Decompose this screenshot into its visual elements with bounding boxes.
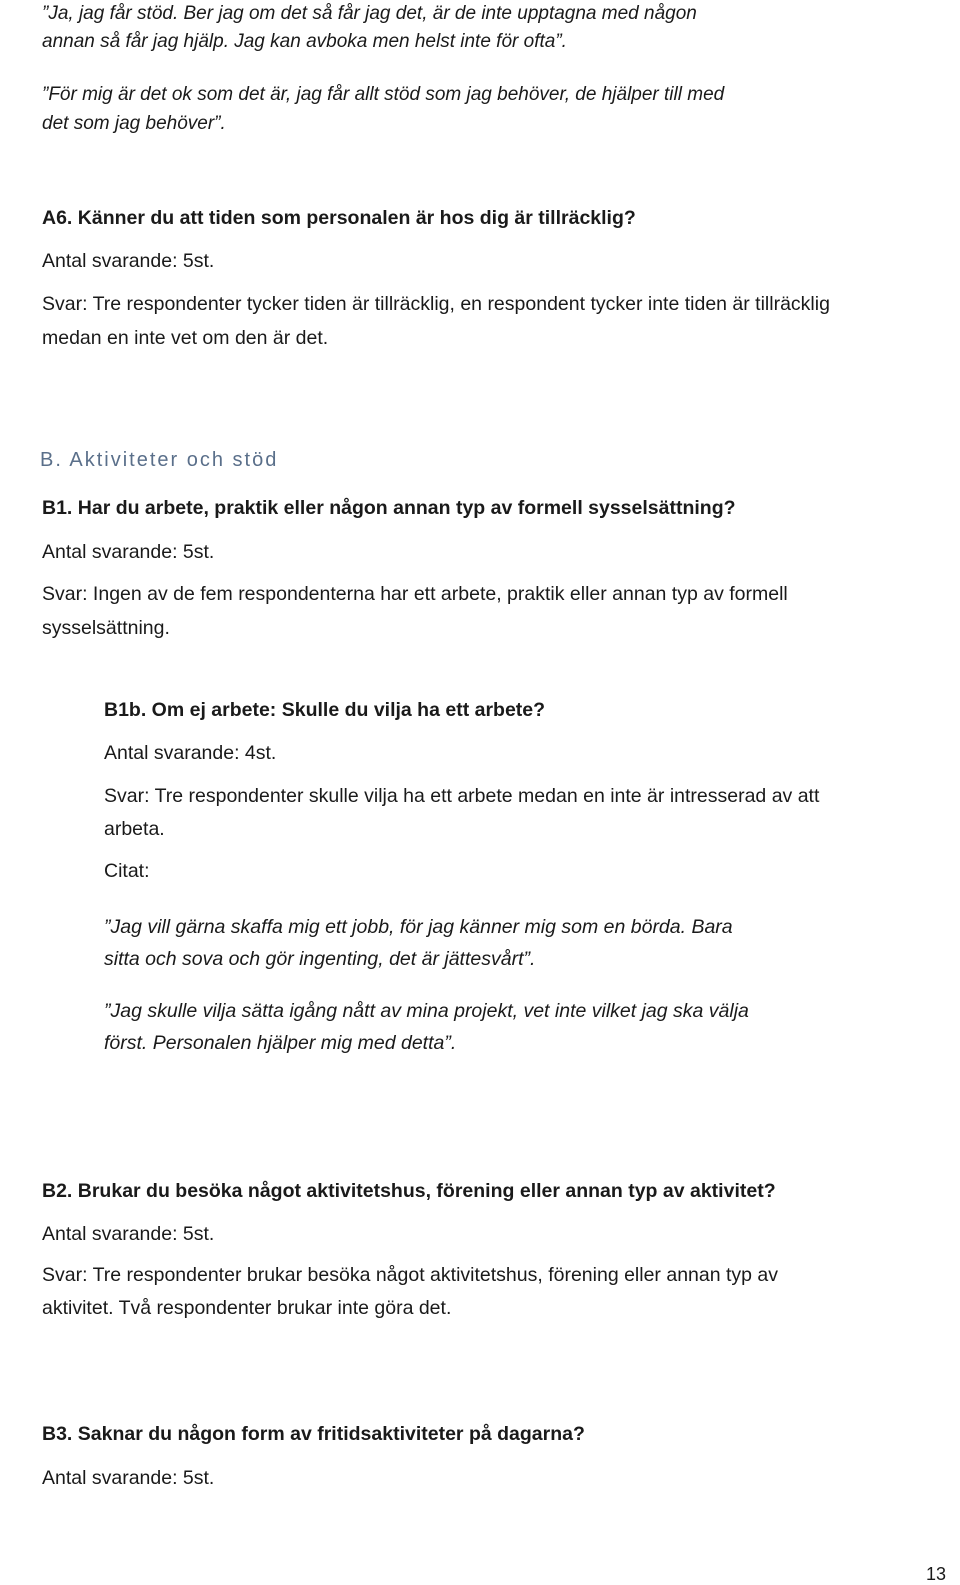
quote-top-1-line2: annan så får jag hjälp. Jag kan avboka men helst inte för ofta”.	[42, 31, 567, 52]
respondent-count-b2: Antal svarande: 5st.	[42, 1223, 215, 1245]
quote-b1b-1-line1: ”Jag vill gärna skaffa mig ett jobb, för jag känner mig som en börda. Bara	[104, 916, 733, 938]
respondent-count-b3: Antal svarande: 5st.	[42, 1467, 215, 1489]
question-b3: B3. Saknar du någon form av fritidsaktiviteter på dagarna?	[42, 1423, 585, 1445]
page-number: 13	[925, 1564, 946, 1584]
question-b1: B1. Har du arbete, praktik eller någon annan typ av formell sysselsättning?	[42, 497, 736, 519]
question-b1b: B1b. Om ej arbete: Skulle du vilja ha ett arbete?	[104, 699, 546, 721]
answer-b2-line2: aktivitet. Två respondenter brukar inte göra det.	[42, 1297, 452, 1319]
question-b2: B2. Brukar du besöka något aktivitetshus, förening eller annan typ av aktivitet?	[42, 1180, 776, 1202]
answer-b1-line1: Svar: Ingen av de fem respondenterna har ett arbete, praktik eller annan typ av formell	[42, 583, 788, 605]
question-a6: A6. Känner du att tiden som personalen är hos dig är tillräcklig?	[42, 207, 636, 229]
quote-b1b-2-line2: först. Personalen hjälper mig med detta”.	[104, 1032, 457, 1054]
quote-top-1-line1: ”Ja, jag får stöd. Ber jag om det så får jag det, är de inte upptagna med någon	[42, 3, 697, 24]
citat-label: Citat:	[104, 860, 150, 882]
respondent-count-a6: Antal svarande: 5st.	[42, 250, 215, 272]
quote-top-2-line2: det som jag behöver”.	[42, 113, 226, 134]
quote-top-2-line1: ”För mig är det ok som det är, jag får allt stöd som jag behöver, de hjälper till med	[42, 84, 725, 105]
answer-b1-line2: sysselsättning.	[42, 617, 170, 639]
quote-b1b-1-line2: sitta och sova och gör ingenting, det är jättesvårt”.	[104, 948, 536, 970]
section-heading-b: B. Aktiviteter och stöd	[40, 449, 279, 471]
answer-a6-line2: medan en inte vet om den är det.	[42, 327, 329, 349]
quote-b1b-2-line1: ”Jag skulle vilja sätta igång nått av mina projekt, vet inte vilket jag ska välja	[104, 1000, 749, 1022]
answer-b1b-line2: arbeta.	[104, 818, 165, 840]
respondent-count-b1b: Antal svarande: 4st.	[104, 742, 277, 764]
respondent-count-b1: Antal svarande: 5st.	[42, 541, 215, 563]
answer-b1b-line1: Svar: Tre respondenter skulle vilja ha ett arbete medan en inte är intresserad av att	[104, 785, 820, 807]
answer-a6-line1: Svar: Tre respondenter tycker tiden är tillräcklig, en respondent tycker inte tiden är tillräcklig	[42, 293, 830, 315]
answer-b2-line1: Svar: Tre respondenter brukar besöka något aktivitetshus, förening eller annan typ av	[42, 1264, 779, 1286]
